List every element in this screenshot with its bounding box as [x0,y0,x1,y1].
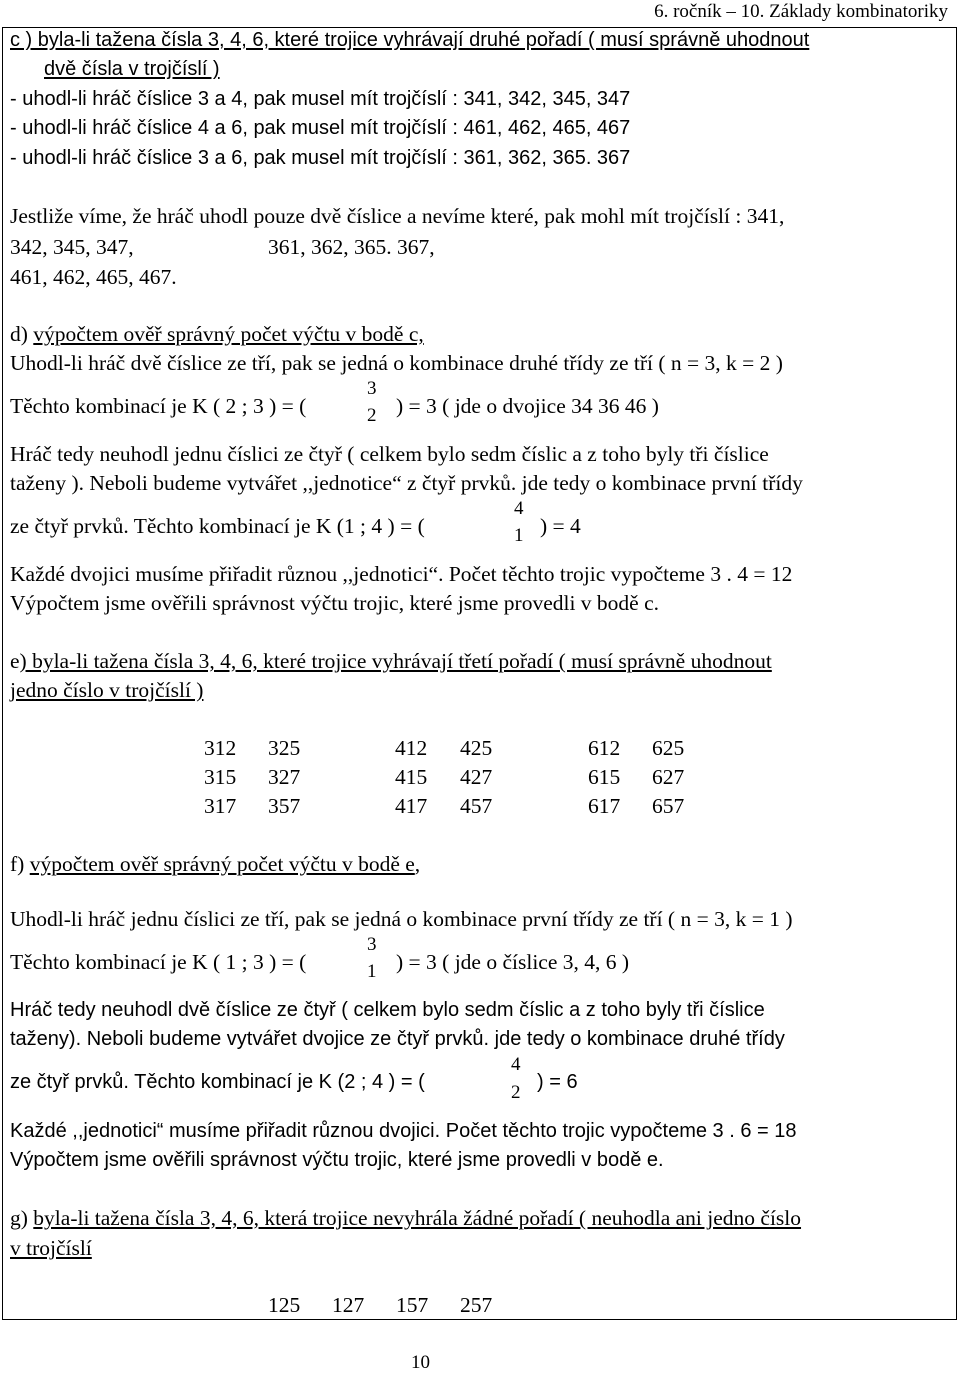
section-c-paragraph-1: Jestliže víme, že hráč uhodl pouze dvě číslice a nevíme které, pak mohl mít trojčíslí : 341, [10,204,785,228]
value-item: 125 [268,1293,301,1317]
section-d-paragraph-4: Výpočtem jsme ověřili správnost výčtu trojic, které jsme provedli v bodě c. [10,591,660,615]
table-cell: 612 [588,736,621,760]
section-f-binom-bottom: 1 [367,961,377,982]
section-d-k2-text-a: ze čtyř prvků. Těchto kombinací je K (1 ; 4 ) = ( [10,514,425,538]
section-e-title-line-2 [10,677,203,703]
page-number: 10 [411,1352,430,1373]
section-e-title-text: ) byla-li tažena čísla 3, 4, 6, které trojice vyhrávají třetí pořadí ( musí správně uhodnout [19,649,772,673]
table-cell: 617 [588,794,621,818]
section-d-line-1: Uhodl-li hráč dvě číslice ze tří, pak se jedná o kombinace druhé třídy ze tří ( n = 3, k = 2 ) [10,351,783,375]
section-c-line-4: - uhodl-li hráč číslice 4 a 6, pak musel mít trojčíslí : 461, 462, 465, 467 [10,117,631,139]
section-d-paragraph-3: Každé dvojici musíme přiřadit různou ,,jednotici“. Počet těchto trojic vypočteme 3 . 4 = 12 [10,562,793,586]
section-c-line-5: - uhodl-li hráč číslice 3 a 6, pak musel mít trojčíslí : 361, 362, 365. 367 [10,147,631,169]
table-cell: 657 [652,794,685,818]
section-c-paragraph-2b: 361, 362, 365. 367, [268,235,435,259]
section-d-title [10,321,424,347]
section-e-label: e [10,649,20,673]
section-d-paragraph-2: taženy ). Neboli budeme vytvářet ,,jednotice“ z čtyř prvků. jde tedy o kombinace první třídy [10,471,803,495]
table-cell: 417 [395,794,428,818]
section-d-paragraph-1: Hráč tedy neuhodl jednu číslici ze čtyř ( celkem bylo sedm číslic a z toho byly tři číslice [10,442,769,466]
section-c-line-3: - uhodl-li hráč číslice 3 a 4, pak musel mít trojčíslí : 341, 342, 345, 347 [10,88,631,110]
section-g-label: g) [10,1206,34,1230]
table-cell: 625 [652,736,685,760]
table-cell: 315 [204,765,237,789]
section-c-paragraph-2a: 342, 345, 347, [10,235,134,259]
value-item: 157 [396,1293,429,1317]
section-d-binom-bottom: 2 [367,405,377,426]
section-d-binom-top: 3 [367,378,377,399]
section-d-binom2-bottom: 1 [514,525,524,546]
section-f-title-text: výpočtem ověř správný počet výčtu v bodě e [29,852,415,876]
table-cell: 327 [268,765,301,789]
section-f-paragraph-4: Výpočtem jsme ověřili správnost výčtu trojic, které jsme provedli v bodě e. [10,1149,664,1171]
table-cell: 415 [395,765,428,789]
section-f-k-text-a: Těchto kombinací je K ( 1 ; 3 ) = ( [10,950,307,974]
section-c-line-1 [10,27,809,53]
page-header: 6. ročník – 10. Základy kombinatoriky [654,1,948,22]
section-d-k-text-b: ) = 3 ( jde o dvojice 34 36 46 ) [396,394,659,418]
table-cell: 317 [204,794,237,818]
section-f-paragraph-3: Každé ,,jednotici“ musíme přiřadit různou dvojici. Počet těchto trojic vypočteme 3 . 6 = 18 [10,1120,797,1142]
section-c-heading-cont: dvě čísla v trojčíslí ) [44,58,220,80]
section-f-paragraph-2: taženy). Neboli budeme vytvářet dvojice ze čtyř prvků. jde tedy o kombinace druhé třídy [10,1028,785,1050]
section-f-title [10,851,420,877]
section-f-line-1: Uhodl-li hráč jednu číslici ze tří, pak se jedná o kombinace první třídy ze tří ( n = 3, k = 1 ) [10,907,793,931]
section-e-title [10,648,772,674]
section-f-binom2-top: 4 [511,1054,521,1075]
table-cell: 427 [460,765,493,789]
value-item: 127 [332,1293,365,1317]
section-f-binom2-bottom: 2 [511,1082,521,1103]
section-c-heading: c ) byla-li tažena čísla 3, 4, 6, které trojice vyhrávají druhé pořadí ( musí správně uhodnout [10,29,810,51]
section-f-binom-top: 3 [367,934,377,955]
section-d-label: d) [10,322,34,346]
section-g-title-line-2 [10,1235,92,1261]
section-f-title-suffix: , [414,852,421,876]
section-f-label: f) [10,852,30,876]
table-cell: 325 [268,736,301,760]
section-e-title-text-cont: jedno číslo v trojčíslí ) [10,678,204,702]
table-cell: 615 [588,765,621,789]
table-cell: 425 [460,736,493,760]
table-cell: 457 [460,794,493,818]
table-cell: 412 [395,736,428,760]
section-d-binom2-top: 4 [514,498,524,519]
section-f-k2-text-b: ) = 6 [537,1071,578,1093]
table-cell: 312 [204,736,237,760]
section-f-paragraph-1: Hráč tedy neuhodl dvě číslice ze čtyř ( celkem bylo sedm číslic a z toho byly tři číslice [10,999,765,1021]
section-d-k-text-a: Těchto kombinací je K ( 2 ; 3 ) = ( [10,394,307,418]
section-d-k2-text-b: ) = 4 [540,514,581,538]
section-d-title-text: výpočtem ověř správný počet výčtu v bodě c, [33,322,424,346]
section-g-title-text-cont: v trojčíslí [10,1236,92,1260]
section-c-paragraph-3: 461, 462, 465, 467. [10,265,177,289]
value-item: 257 [460,1293,493,1317]
section-c-line-2 [44,56,220,82]
section-g-title [10,1205,801,1231]
table-cell: 357 [268,794,301,818]
section-f-k2-text-a: ze čtyř prvků. Těchto kombinací je K (2 ; 4 ) = ( [10,1071,425,1093]
section-g-title-text: byla-li tažena čísla 3, 4, 6, která trojice nevyhrála žádné pořadí ( neuhodla ani jedno číslo [33,1206,802,1230]
table-cell: 627 [652,765,685,789]
section-f-k-text-b: ) = 3 ( jde o číslice 3, 4, 6 ) [396,950,630,974]
